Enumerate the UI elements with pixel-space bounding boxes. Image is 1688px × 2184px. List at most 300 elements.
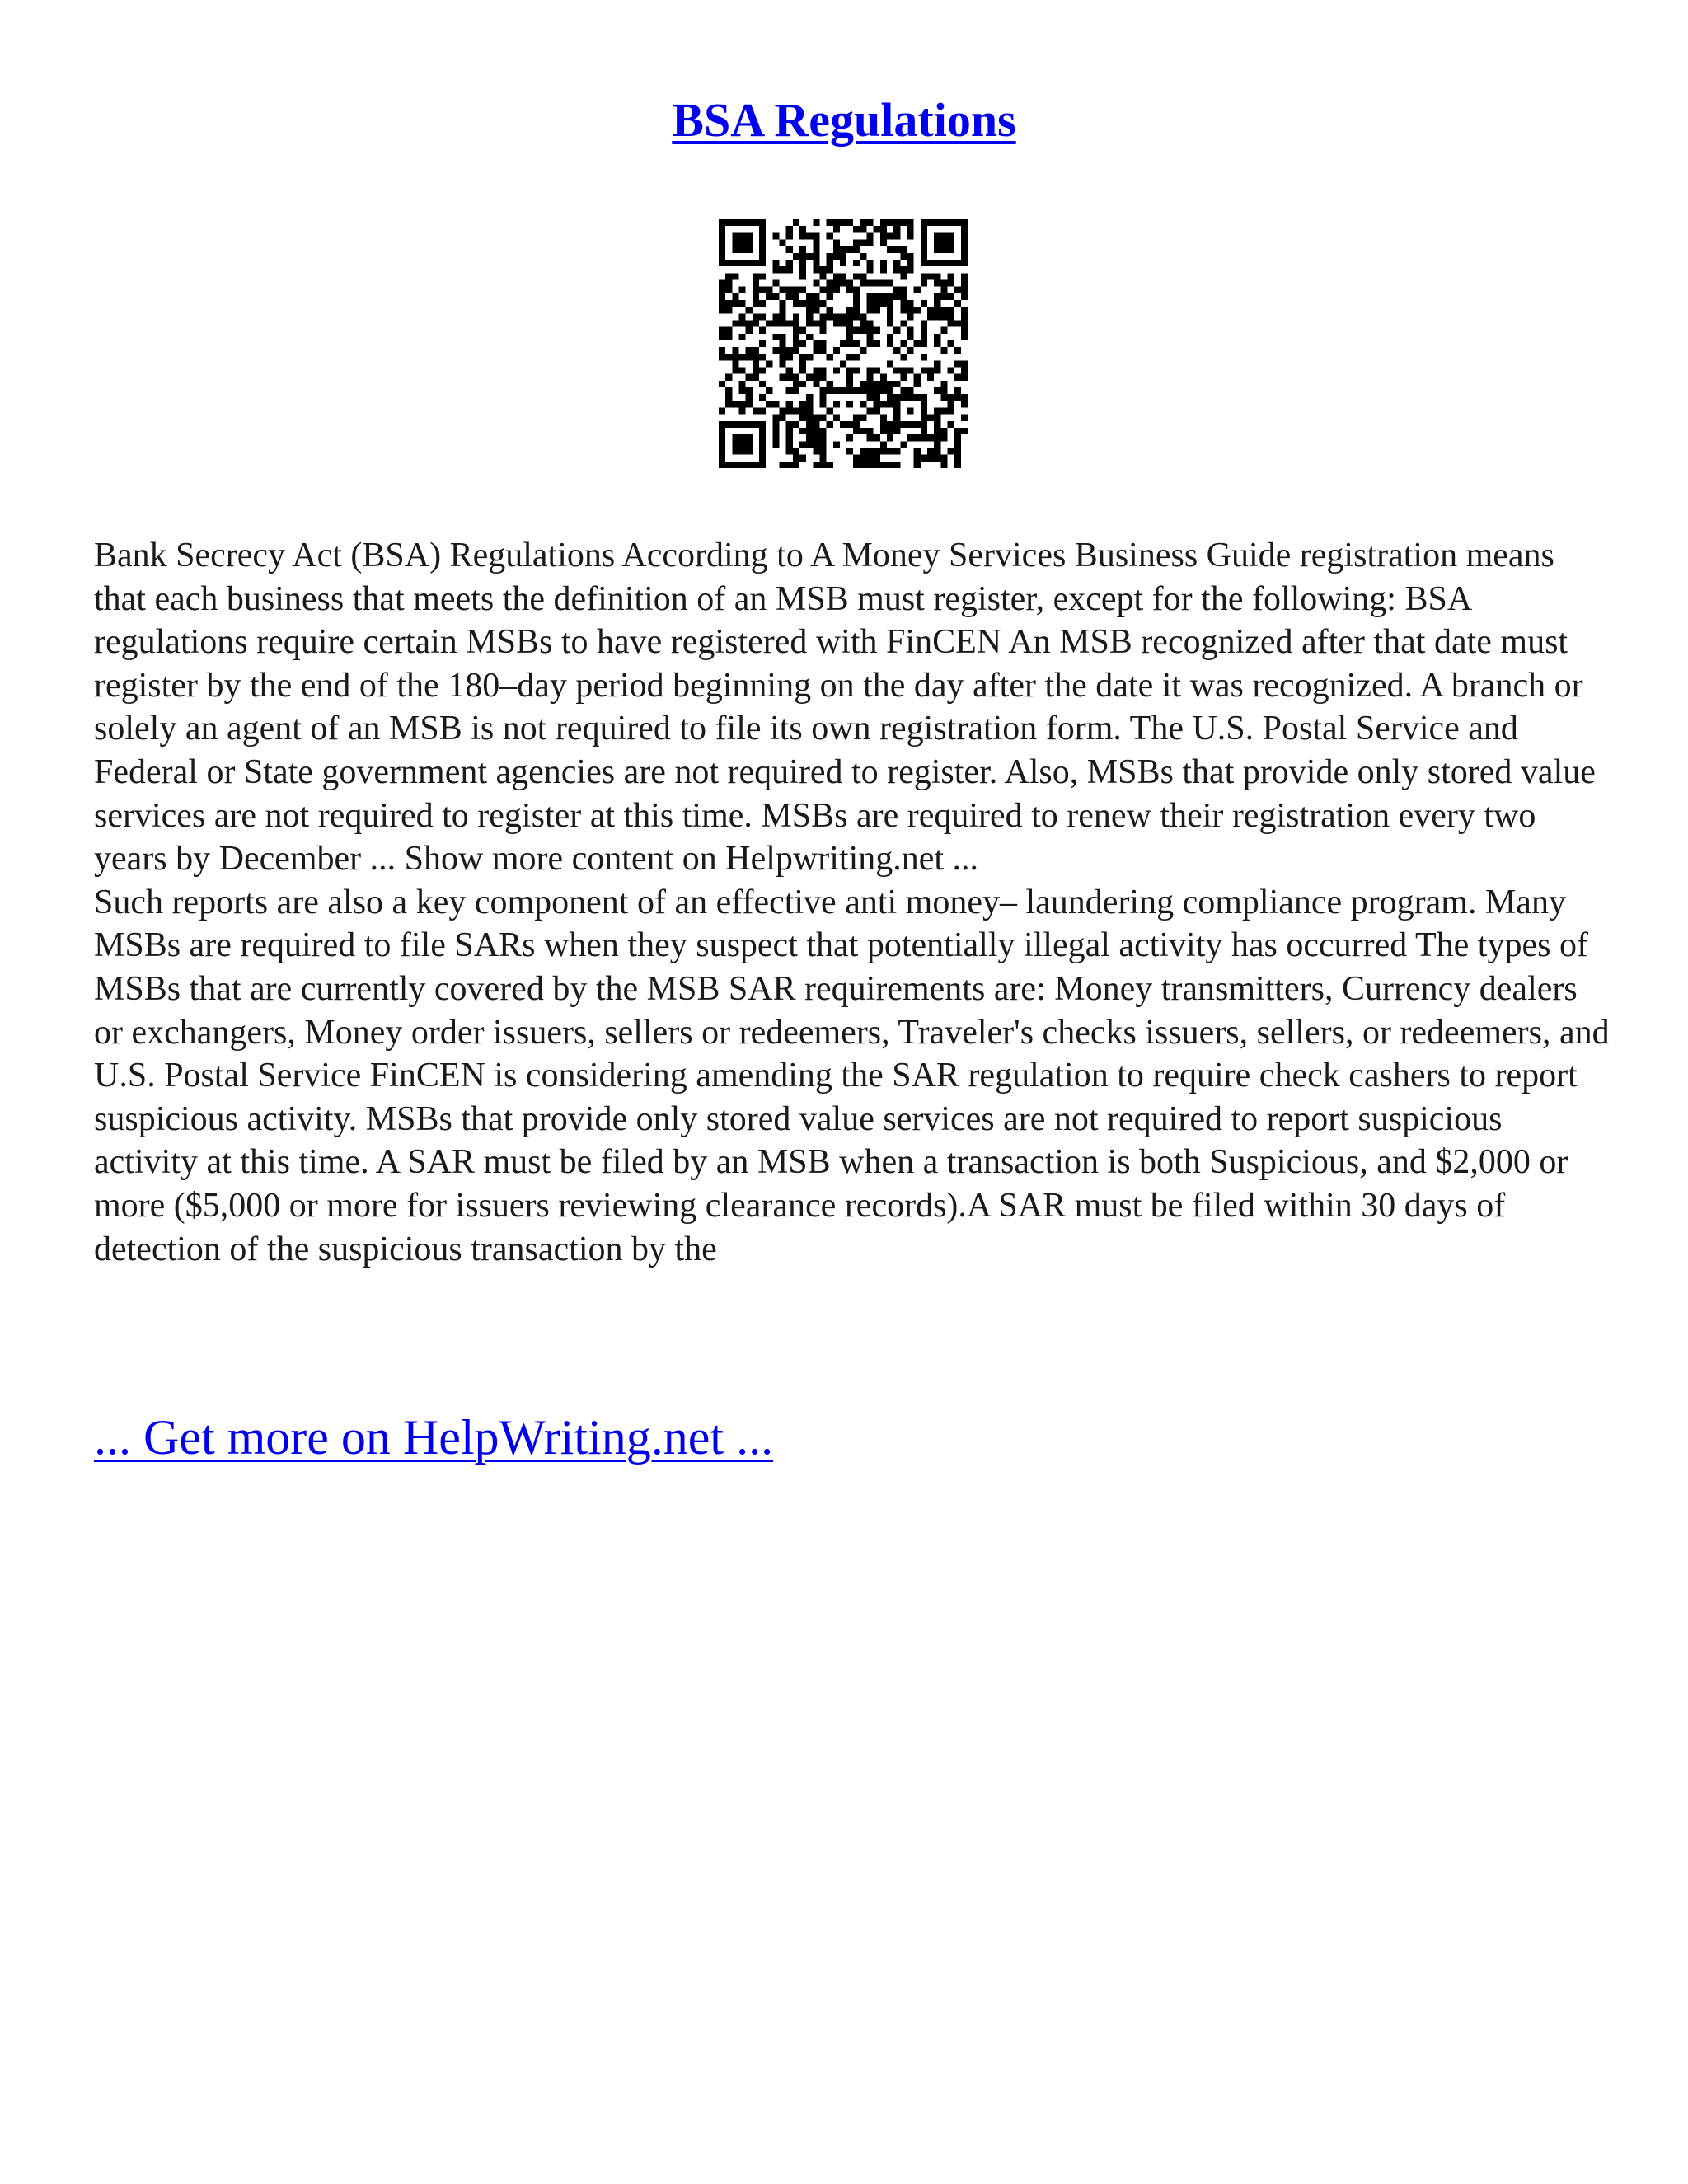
qr-module xyxy=(753,347,759,354)
qr-module xyxy=(961,279,968,286)
qr-module xyxy=(813,266,819,273)
qr-module xyxy=(840,246,846,253)
qr-module xyxy=(961,374,968,381)
qr-module xyxy=(793,448,799,455)
qr-module xyxy=(860,320,866,326)
qr-module xyxy=(725,273,732,279)
qr-module xyxy=(753,320,759,326)
qr-module xyxy=(813,253,819,260)
qr-module xyxy=(914,287,921,293)
qr-module xyxy=(900,273,907,279)
qr-module xyxy=(772,401,779,407)
qr-module xyxy=(867,307,874,313)
qr-module xyxy=(887,219,893,226)
qr-module xyxy=(753,421,759,428)
qr-module xyxy=(853,368,860,374)
qr-module xyxy=(907,232,914,239)
qr-module xyxy=(766,287,772,293)
qr-module xyxy=(759,273,766,279)
qr-module xyxy=(921,273,927,279)
qr-module xyxy=(813,374,819,381)
qr-module xyxy=(725,374,732,381)
qr-module xyxy=(940,327,947,334)
qr-module xyxy=(753,368,759,374)
qr-module xyxy=(759,394,766,401)
qr-module xyxy=(719,279,725,286)
qr-module xyxy=(900,421,907,428)
paragraph: Bank Secrecy Act (BSA) Regulations According to A Money Services Business Guide registration means that each business that meets the definition of an MSB must register, except for the following: BSA regulations require certain MSBs to have registered with FinCEN An MSB recognized after that date must register by the end of the 180–day period beginning on the day after the date it was recognized. A branch or solely an agent of an MSB is not required to file its own registration form. The U.S. Postal Service and Federal or State government agencies are not required to register. Also, MSBs that provide only stored value services are not required to register at this time. MSBs are required to renew their registration every two years by December ... Show more content on Helpwriting.net ... xyxy=(94,537,1596,879)
qr-module xyxy=(940,307,947,313)
qr-module xyxy=(853,226,860,232)
qr-module xyxy=(927,434,934,441)
qr-module xyxy=(766,320,772,326)
qr-module xyxy=(853,313,860,320)
qr-module xyxy=(867,462,874,468)
qr-module xyxy=(893,327,900,334)
qr-module xyxy=(753,260,759,266)
qr-module xyxy=(725,287,732,293)
qr-module xyxy=(819,434,826,441)
qr-module xyxy=(887,246,893,253)
qr-module xyxy=(867,334,874,340)
qr-module xyxy=(719,260,725,266)
qr-module xyxy=(819,273,826,279)
qr-module xyxy=(779,408,785,415)
qr-module xyxy=(772,279,779,286)
qr-module xyxy=(793,408,799,415)
qr-module xyxy=(793,293,799,300)
qr-module xyxy=(961,226,968,232)
qr-module xyxy=(813,381,819,387)
qr-module xyxy=(914,340,921,347)
qr-module xyxy=(860,219,866,226)
qr-module xyxy=(934,273,940,279)
qr-module xyxy=(961,260,968,266)
qr-module xyxy=(806,434,813,441)
qr-module xyxy=(833,401,840,407)
qr-module xyxy=(948,448,954,455)
qr-module xyxy=(927,448,934,455)
qr-module xyxy=(900,340,907,347)
qr-module xyxy=(887,313,893,320)
qr-module xyxy=(772,421,779,428)
qr-module xyxy=(806,307,813,313)
qr-module xyxy=(833,387,840,394)
qr-module xyxy=(738,320,745,326)
qr-module xyxy=(853,293,860,300)
qr-module xyxy=(833,287,840,293)
qr-module xyxy=(887,334,893,340)
qr-module xyxy=(887,462,893,468)
qr-module xyxy=(874,293,880,300)
qr-module xyxy=(900,287,907,293)
qr-module xyxy=(893,448,900,455)
qr-module xyxy=(779,300,785,307)
qr-module xyxy=(860,279,866,286)
qr-module xyxy=(880,415,887,421)
qr-module xyxy=(813,441,819,448)
qr-module xyxy=(806,401,813,407)
qr-module xyxy=(793,327,799,334)
qr-module xyxy=(738,313,745,320)
qr-module xyxy=(719,347,725,354)
qr-module xyxy=(766,360,772,367)
qr-module xyxy=(725,279,732,286)
get-more-link[interactable]: ... Get more on HelpWriting.net ... xyxy=(94,1410,774,1465)
qr-module xyxy=(846,219,853,226)
qr-module xyxy=(738,246,745,253)
qr-module xyxy=(853,287,860,293)
qr-module xyxy=(827,219,833,226)
qr-module xyxy=(934,334,940,340)
qr-module xyxy=(793,334,799,340)
qr-module xyxy=(853,307,860,313)
qr-module xyxy=(893,232,900,239)
qr-module xyxy=(961,293,968,300)
qr-module xyxy=(914,448,921,455)
qr-module xyxy=(948,421,954,428)
qr-module xyxy=(759,219,766,226)
qr-module xyxy=(840,313,846,320)
qr-module xyxy=(786,347,793,354)
qr-module xyxy=(759,246,766,253)
qr-module xyxy=(893,260,900,266)
qr-module xyxy=(759,239,766,246)
qr-module xyxy=(887,387,893,394)
qr-module xyxy=(954,394,961,401)
qr-module xyxy=(786,320,793,326)
qr-module xyxy=(766,387,772,394)
qr-module xyxy=(921,219,927,226)
qr-module xyxy=(732,273,738,279)
qr-module xyxy=(921,434,927,441)
qr-module xyxy=(893,401,900,407)
qr-module xyxy=(719,219,725,226)
qr-module xyxy=(806,408,813,415)
qr-module xyxy=(753,360,759,367)
qr-module xyxy=(934,408,940,415)
qr-module xyxy=(732,401,738,407)
qr-module xyxy=(738,239,745,246)
qr-module xyxy=(853,273,860,279)
qr-module xyxy=(759,462,766,468)
qr-module xyxy=(914,394,921,401)
qr-module xyxy=(940,239,947,246)
qr-module xyxy=(753,287,759,293)
qr-module xyxy=(732,260,738,266)
qr-module xyxy=(746,387,753,394)
qr-module xyxy=(954,219,961,226)
qr-module xyxy=(813,368,819,374)
qr-module xyxy=(907,347,914,354)
qr-module xyxy=(819,300,826,307)
qr-module xyxy=(732,347,738,354)
qr-module xyxy=(954,434,961,441)
qr-module xyxy=(961,428,968,434)
qr-module xyxy=(940,279,947,286)
qr-module xyxy=(738,368,745,374)
qr-module xyxy=(738,448,745,455)
qr-module xyxy=(759,368,766,374)
qr-module xyxy=(893,394,900,401)
qr-module xyxy=(887,340,893,347)
qr-module xyxy=(746,219,753,226)
qr-module xyxy=(786,293,793,300)
qr-module xyxy=(927,313,934,320)
qr-module xyxy=(874,401,880,407)
qr-module xyxy=(833,226,840,232)
qr-module xyxy=(779,307,785,313)
qr-module xyxy=(779,266,785,273)
qr-module xyxy=(934,232,940,239)
qr-module xyxy=(786,287,793,293)
qr-module xyxy=(732,360,738,367)
qr-module xyxy=(867,327,874,334)
qr-module xyxy=(940,394,947,401)
qr-module xyxy=(954,387,961,394)
qr-module xyxy=(887,448,893,455)
qr-module xyxy=(738,354,745,360)
qr-module xyxy=(940,260,947,266)
qr-module xyxy=(860,455,866,462)
qr-module xyxy=(900,394,907,401)
qr-module xyxy=(921,368,927,374)
qr-module xyxy=(799,441,806,448)
qr-code-icon xyxy=(719,219,968,468)
qr-module xyxy=(833,219,840,226)
qr-module xyxy=(833,239,840,246)
qr-module xyxy=(746,374,753,381)
qr-module xyxy=(846,287,853,293)
qr-module xyxy=(827,232,833,239)
qr-module xyxy=(934,421,940,428)
qr-module xyxy=(786,401,793,407)
qr-module xyxy=(827,313,833,320)
qr-module xyxy=(813,448,819,455)
qr-module xyxy=(853,327,860,334)
qr-module xyxy=(921,320,927,326)
qr-module xyxy=(961,232,968,239)
qr-module xyxy=(833,441,840,448)
qr-module xyxy=(921,415,927,421)
qr-module xyxy=(793,253,799,260)
qr-module xyxy=(799,340,806,347)
qr-module xyxy=(927,260,934,266)
qr-module xyxy=(934,434,940,441)
qr-module xyxy=(961,246,968,253)
qr-module xyxy=(725,462,732,468)
qr-module xyxy=(853,462,860,468)
qr-module xyxy=(900,293,907,300)
qr-module xyxy=(772,293,779,300)
qr-module xyxy=(900,368,907,374)
qr-module xyxy=(874,448,880,455)
qr-module xyxy=(921,327,927,334)
qr-module xyxy=(853,239,860,246)
qr-module xyxy=(813,307,819,313)
qr-module xyxy=(806,253,813,260)
qr-module xyxy=(753,462,759,468)
qr-module xyxy=(738,334,745,340)
qr-module xyxy=(732,320,738,326)
qr-module xyxy=(806,428,813,434)
qr-module xyxy=(719,428,725,434)
qr-module xyxy=(921,394,927,401)
qr-module xyxy=(738,387,745,394)
qr-module xyxy=(738,381,745,387)
qr-module xyxy=(907,260,914,266)
qr-module xyxy=(719,441,725,448)
qr-module xyxy=(833,279,840,286)
qr-module xyxy=(738,219,745,226)
qr-module xyxy=(786,387,793,394)
qr-module xyxy=(846,313,853,320)
qr-module xyxy=(819,462,826,468)
qr-module xyxy=(954,260,961,266)
qr-module xyxy=(827,260,833,266)
qr-module xyxy=(819,441,826,448)
qr-module xyxy=(732,232,738,239)
qr-module xyxy=(759,455,766,462)
qr-module xyxy=(719,327,725,334)
qr-module xyxy=(732,421,738,428)
qr-module xyxy=(840,320,846,326)
qr-module xyxy=(719,226,725,232)
qr-module xyxy=(813,347,819,354)
qr-module xyxy=(827,354,833,360)
qr-module xyxy=(880,232,887,239)
qr-module xyxy=(793,313,799,320)
qr-module xyxy=(893,428,900,434)
qr-module xyxy=(954,374,961,381)
qr-module xyxy=(840,273,846,279)
qr-module xyxy=(961,327,968,334)
qr-module xyxy=(874,368,880,374)
qr-module xyxy=(900,441,907,448)
qr-module xyxy=(827,387,833,394)
qr-module xyxy=(813,300,819,307)
qr-module xyxy=(921,300,927,307)
qr-module xyxy=(853,415,860,421)
qr-module xyxy=(940,434,947,441)
qr-module xyxy=(846,279,853,286)
qr-module xyxy=(934,219,940,226)
qr-module xyxy=(827,408,833,415)
qr-module xyxy=(746,239,753,246)
qr-module xyxy=(853,246,860,253)
qr-module xyxy=(880,401,887,407)
qr-module xyxy=(934,260,940,266)
qr-module xyxy=(786,421,793,428)
qr-module xyxy=(806,232,813,239)
qr-module xyxy=(934,455,940,462)
qr-module xyxy=(753,219,759,226)
qr-module xyxy=(860,253,866,260)
qr-module xyxy=(887,381,893,387)
qr-module xyxy=(853,387,860,394)
qr-module xyxy=(948,408,954,415)
qr-module xyxy=(806,374,813,381)
qr-module xyxy=(833,320,840,326)
qr-module xyxy=(948,260,954,266)
qr-module xyxy=(860,401,866,407)
qr-module xyxy=(819,455,826,462)
article-body xyxy=(94,534,1611,1271)
qr-module xyxy=(806,293,813,300)
qr-module xyxy=(813,320,819,326)
qr-module xyxy=(874,455,880,462)
qr-module xyxy=(732,239,738,246)
qr-module xyxy=(746,448,753,455)
qr-module xyxy=(961,239,968,246)
qr-module xyxy=(772,441,779,448)
qr-module xyxy=(921,428,927,434)
qr-module xyxy=(719,381,725,387)
qr-module xyxy=(719,246,725,253)
qr-module xyxy=(948,394,954,401)
qr-module xyxy=(725,421,732,428)
qr-module xyxy=(779,320,785,326)
qr-module xyxy=(779,313,785,320)
qr-module xyxy=(786,374,793,381)
qr-module xyxy=(772,434,779,441)
qr-module xyxy=(880,239,887,246)
qr-module xyxy=(786,408,793,415)
qr-module xyxy=(940,428,947,434)
qr-module xyxy=(827,421,833,428)
qr-module xyxy=(725,334,732,340)
qr-module xyxy=(934,307,940,313)
qr-module xyxy=(738,408,745,415)
qr-module xyxy=(840,340,846,347)
qr-module xyxy=(900,320,907,326)
qr-module xyxy=(813,260,819,266)
qr-module xyxy=(719,293,725,300)
qr-module xyxy=(719,287,725,293)
qr-module xyxy=(900,374,907,381)
qr-module xyxy=(753,279,759,286)
qr-module xyxy=(893,226,900,232)
qr-module xyxy=(940,293,947,300)
qr-module xyxy=(759,253,766,260)
qr-module xyxy=(725,401,732,407)
qr-module xyxy=(880,441,887,448)
qr-module xyxy=(746,394,753,401)
qr-module xyxy=(779,374,785,381)
qr-module xyxy=(833,273,840,279)
qr-module xyxy=(887,279,893,286)
qr-module xyxy=(793,219,799,226)
qr-module xyxy=(732,293,738,300)
qr-module xyxy=(860,226,866,232)
qr-module xyxy=(874,462,880,468)
qr-module xyxy=(766,401,772,407)
title-link[interactable]: BSA Regulations xyxy=(672,93,1016,147)
qr-module xyxy=(948,313,954,320)
qr-module xyxy=(954,455,961,462)
qr-module xyxy=(813,279,819,286)
qr-module xyxy=(867,408,874,415)
qr-module xyxy=(732,246,738,253)
qr-module xyxy=(907,226,914,232)
qr-module xyxy=(954,360,961,367)
qr-module xyxy=(719,408,725,415)
qr-module xyxy=(874,394,880,401)
qr-module xyxy=(806,320,813,326)
qr-module xyxy=(793,374,799,381)
qr-module xyxy=(819,320,826,326)
qr-module xyxy=(786,462,793,468)
